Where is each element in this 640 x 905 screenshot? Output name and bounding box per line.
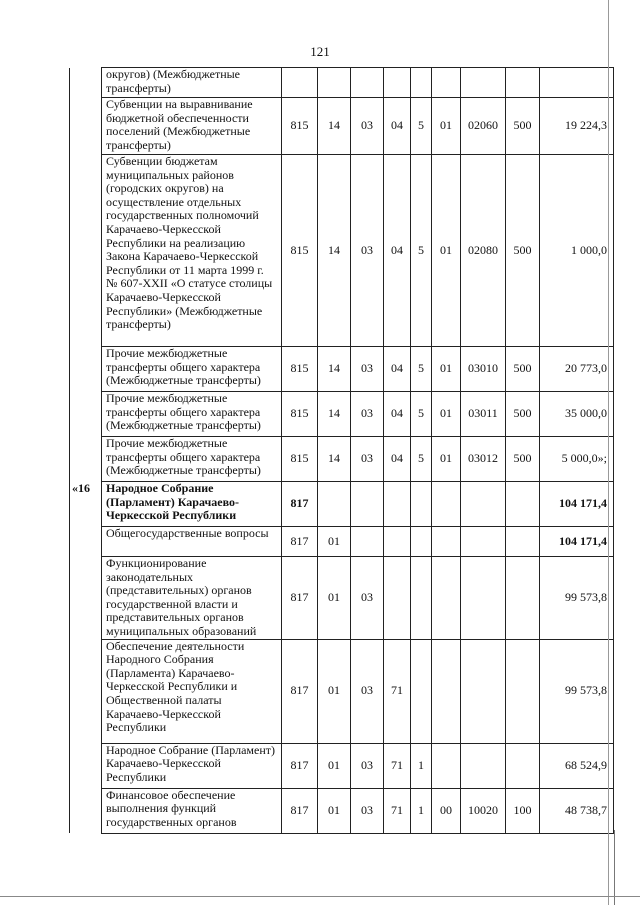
amount: 19 224,3 — [540, 98, 614, 155]
code-section: 14 — [318, 155, 351, 347]
code-ministry: 817 — [282, 788, 318, 833]
code-expense-type: 500 — [506, 392, 540, 437]
amount: 99 573,8 — [540, 557, 614, 640]
code-subsection — [351, 482, 384, 527]
amount: 99 573,8 — [540, 639, 614, 743]
amount: 104 171,4 — [540, 527, 614, 557]
code-section: 14 — [318, 98, 351, 155]
table-row — [70, 557, 614, 640]
code-subprogram: 5 — [411, 347, 432, 392]
code-expense-type — [506, 527, 540, 557]
amount: 68 524,9 — [540, 743, 614, 788]
table-row — [70, 68, 614, 98]
amount: 48 738,7 — [540, 788, 614, 833]
item-name: Прочие межбюджетные трансферты общего характера (Межбюджетные трансферты) — [102, 437, 282, 482]
scan-edge-line — [0, 896, 640, 897]
amount: 20 773,0 — [540, 347, 614, 392]
code-expense-type — [506, 68, 540, 98]
code-target: 03012 — [461, 437, 506, 482]
code-group — [432, 482, 461, 527]
item-name: Народное Собрание (Парламент) Карачаево-Черкесской Республики — [102, 482, 282, 527]
code-expense-type — [506, 743, 540, 788]
code-target — [461, 68, 506, 98]
code-subprogram — [411, 557, 432, 640]
row-marker — [70, 155, 102, 347]
table-row — [70, 98, 614, 155]
row-marker — [70, 98, 102, 155]
row-marker — [70, 392, 102, 437]
code-expense-type: 100 — [506, 788, 540, 833]
code-ministry: 817 — [282, 557, 318, 640]
code-subprogram — [411, 68, 432, 98]
code-subsection — [351, 527, 384, 557]
code-subsection: 03 — [351, 392, 384, 437]
code-subprogram — [411, 482, 432, 527]
row-marker — [70, 437, 102, 482]
amount: 5 000,0»; — [540, 437, 614, 482]
item-name: Субвенции на выравнивание бюджетной обеспеченности поселений (Межбюджетные трансферты) — [102, 98, 282, 155]
table-row — [70, 482, 614, 527]
code-program: 71 — [384, 639, 411, 743]
code-ministry: 817 — [282, 482, 318, 527]
table-row — [70, 527, 614, 557]
code-program: 04 — [384, 437, 411, 482]
code-expense-type: 500 — [506, 155, 540, 347]
code-subsection: 03 — [351, 557, 384, 640]
code-section: 14 — [318, 392, 351, 437]
code-target — [461, 527, 506, 557]
code-target: 02060 — [461, 98, 506, 155]
code-subprogram — [411, 639, 432, 743]
code-program: 71 — [384, 743, 411, 788]
code-group — [432, 527, 461, 557]
table-row — [70, 639, 614, 743]
code-program: 04 — [384, 98, 411, 155]
table-row — [70, 788, 614, 833]
code-target — [461, 557, 506, 640]
item-name: Общегосударственные вопросы — [102, 527, 282, 557]
code-target — [461, 639, 506, 743]
item-name: Субвенции бюджетам муниципальных районов (городских округов) на осуществление отдельных государственных полномочий Карачаево-Черкесской Республики на реализацию Закона Карачаево-Черкесской Республики от 11 марта 1999 г. № 607-XXII «О статусе столицы Карачаево-Черкесской Республики» (Межбюджетные трансферты) — [102, 155, 282, 347]
row-marker — [70, 557, 102, 640]
code-section — [318, 482, 351, 527]
code-group: 01 — [432, 155, 461, 347]
code-group — [432, 743, 461, 788]
code-subsection: 03 — [351, 788, 384, 833]
amount: 1 000,0 — [540, 155, 614, 347]
code-program: 71 — [384, 788, 411, 833]
item-name: Обеспечение деятельности Народного Собрания (Парламента) Карачаево-Черкесской Республики и Общественной палаты Карачаево-Черкесской Республики — [102, 639, 282, 743]
scan-edge-line — [608, 0, 609, 905]
code-expense-type: 500 — [506, 437, 540, 482]
amount: 35 000,0 — [540, 392, 614, 437]
code-target: 10020 — [461, 788, 506, 833]
code-ministry: 815 — [282, 437, 318, 482]
budget-table — [69, 67, 614, 834]
code-program — [384, 68, 411, 98]
code-subprogram: 5 — [411, 437, 432, 482]
code-expense-type — [506, 557, 540, 640]
code-section: 01 — [318, 557, 351, 640]
code-group — [432, 557, 461, 640]
code-subprogram: 1 — [411, 743, 432, 788]
code-ministry: 815 — [282, 155, 318, 347]
code-target: 03011 — [461, 392, 506, 437]
code-group: 01 — [432, 347, 461, 392]
code-group: 00 — [432, 788, 461, 833]
row-marker — [70, 639, 102, 743]
table-row — [70, 347, 614, 392]
code-group: 01 — [432, 98, 461, 155]
code-program — [384, 482, 411, 527]
row-marker — [70, 788, 102, 833]
code-expense-type: 500 — [506, 98, 540, 155]
code-expense-type: 500 — [506, 347, 540, 392]
code-subsection: 03 — [351, 347, 384, 392]
code-subsection: 03 — [351, 437, 384, 482]
code-ministry: 815 — [282, 347, 318, 392]
code-subprogram — [411, 527, 432, 557]
code-group — [432, 68, 461, 98]
page-number: 121 — [310, 44, 330, 59]
scan-edge-line — [614, 830, 615, 905]
amount: 104 171,4 — [540, 482, 614, 527]
code-subsection: 03 — [351, 98, 384, 155]
code-subprogram: 5 — [411, 98, 432, 155]
table-row — [70, 437, 614, 482]
code-subprogram: 5 — [411, 392, 432, 437]
code-section: 14 — [318, 347, 351, 392]
item-name: Функционирование законодательных (представительных) органов государственной власти и представительных органов муниципальных образований — [102, 557, 282, 640]
code-subsection: 03 — [351, 743, 384, 788]
code-group — [432, 639, 461, 743]
code-program — [384, 557, 411, 640]
code-ministry — [282, 68, 318, 98]
item-name: Народное Собрание (Парламент) Карачаево-Черкесской Республики — [102, 743, 282, 788]
item-name: Прочие межбюджетные трансферты общего характера (Межбюджетные трансферты) — [102, 347, 282, 392]
code-section — [318, 68, 351, 98]
code-target — [461, 482, 506, 527]
code-program: 04 — [384, 347, 411, 392]
code-section: 14 — [318, 437, 351, 482]
item-name: округов) (Межбюджетные трансферты) — [102, 68, 282, 98]
item-name: Прочие межбюджетные трансферты общего характера (Межбюджетные трансферты) — [102, 392, 282, 437]
code-ministry: 815 — [282, 392, 318, 437]
code-group: 01 — [432, 437, 461, 482]
code-group: 01 — [432, 392, 461, 437]
table-row — [70, 155, 614, 347]
code-target — [461, 743, 506, 788]
code-program: 04 — [384, 155, 411, 347]
table-row — [70, 392, 614, 437]
amount — [540, 68, 614, 98]
code-program — [384, 527, 411, 557]
row-marker — [70, 527, 102, 557]
row-marker — [70, 347, 102, 392]
code-section: 01 — [318, 639, 351, 743]
code-subsection: 03 — [351, 639, 384, 743]
code-target: 03010 — [461, 347, 506, 392]
code-ministry: 817 — [282, 639, 318, 743]
code-ministry: 817 — [282, 743, 318, 788]
row-marker: «16 — [70, 482, 102, 527]
code-target: 02080 — [461, 155, 506, 347]
code-subprogram: 5 — [411, 155, 432, 347]
row-marker — [70, 68, 102, 98]
code-subsection: 03 — [351, 155, 384, 347]
code-program: 04 — [384, 392, 411, 437]
code-section: 01 — [318, 788, 351, 833]
table-row — [70, 743, 614, 788]
code-expense-type — [506, 639, 540, 743]
item-name: Финансовое обеспечение выполнения функций государственных органов — [102, 788, 282, 833]
code-section: 01 — [318, 527, 351, 557]
code-ministry: 815 — [282, 98, 318, 155]
row-marker — [70, 743, 102, 788]
code-expense-type — [506, 482, 540, 527]
code-ministry: 817 — [282, 527, 318, 557]
code-section: 01 — [318, 743, 351, 788]
code-subprogram: 1 — [411, 788, 432, 833]
code-subsection — [351, 68, 384, 98]
